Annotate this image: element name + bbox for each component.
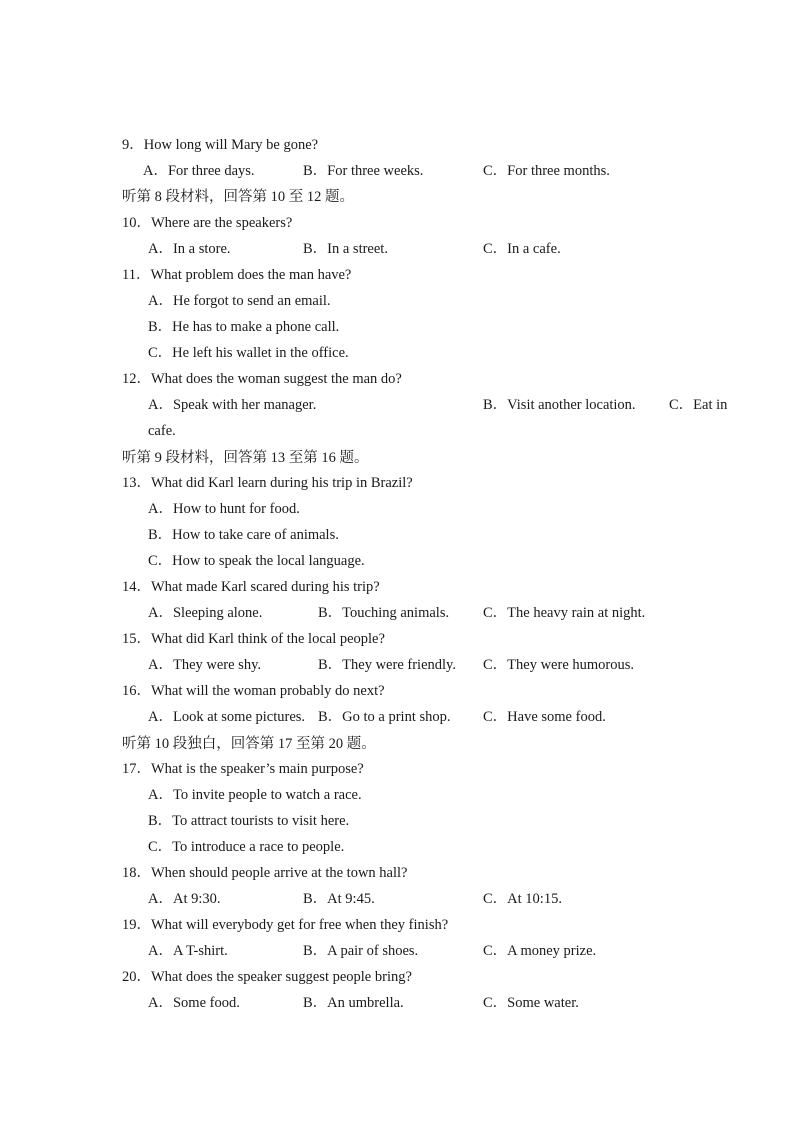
question-14-option-a: A．Sleeping alone. bbox=[148, 605, 263, 621]
question-19-option-b: B．A pair of shoes. bbox=[303, 943, 419, 959]
question-15-option-b: B．They were friendly. bbox=[318, 657, 456, 673]
question-13-option-c: C．How to speak the local language. bbox=[148, 553, 365, 569]
question-18-option-c: C．At 10:15. bbox=[483, 891, 562, 907]
question-17-stem: 17．What is the speaker’s main purpose? bbox=[122, 761, 364, 777]
question-18-option-b: B．At 9:45. bbox=[303, 891, 375, 907]
question-13-option-a: A．How to hunt for food. bbox=[148, 501, 300, 517]
question-10-option-a: A．In a store. bbox=[148, 241, 231, 257]
question-17-option-a: A．To invite people to watch a race. bbox=[148, 787, 362, 803]
question-16-option-b: B．Go to a print shop. bbox=[318, 709, 451, 725]
question-9-option-c: C．For three months. bbox=[483, 163, 610, 179]
question-16-stem: 16．What will the woman probably do next? bbox=[122, 683, 385, 699]
question-9-stem: 9．How long will Mary be gone? bbox=[122, 137, 319, 153]
question-20-option-b: B．An umbrella. bbox=[303, 995, 404, 1011]
question-11-stem: 11．What problem does the man have? bbox=[122, 267, 352, 283]
question-15-option-a: A．They were shy. bbox=[148, 657, 262, 673]
question-19-option-c: C．A money prize. bbox=[483, 943, 597, 959]
question-12-option-c: C．Eat in bbox=[669, 397, 728, 413]
question-13-option-b: B．How to take care of animals. bbox=[148, 527, 339, 543]
question-12-option-c-continued: cafe. bbox=[148, 423, 176, 439]
question-12-option-b: B．Visit another location. bbox=[483, 397, 636, 413]
question-15-option-c: C．They were humorous. bbox=[483, 657, 635, 673]
question-14-stem: 14．What made Karl scared during his trip? bbox=[122, 579, 380, 595]
question-20-stem: 20．What does the speaker suggest people bring? bbox=[122, 969, 412, 985]
question-15-stem: 15．What did Karl think of the local people? bbox=[122, 631, 385, 647]
question-18-option-a: A．At 9:30. bbox=[148, 891, 221, 907]
section-8-instruction: 听第 8 段材料，回答第 10 至 12 题。 bbox=[122, 189, 354, 205]
question-18-stem: 18．When should people arrive at the town hall? bbox=[122, 865, 408, 881]
question-9-option-a: A．For three days. bbox=[143, 163, 255, 179]
question-11-option-c: C．He left his wallet in the office. bbox=[148, 345, 349, 361]
question-11-option-a: A．He forgot to send an email. bbox=[148, 293, 331, 309]
question-10-option-c: C．In a cafe. bbox=[483, 241, 561, 257]
question-12-stem: 12．What does the woman suggest the man do? bbox=[122, 371, 402, 387]
section-10-instruction: 听第 10 段独白，回答第 17 至第 20 题。 bbox=[122, 736, 376, 752]
question-11-option-b: B．He has to make a phone call. bbox=[148, 319, 340, 335]
question-14-option-c: C．The heavy rain at night. bbox=[483, 605, 646, 621]
question-10-option-b: B．In a street. bbox=[303, 241, 388, 257]
question-9-option-b: B．For three weeks. bbox=[303, 163, 424, 179]
question-20-option-c: C．Some water. bbox=[483, 995, 579, 1011]
question-16-option-a: A．Look at some pictures. bbox=[148, 709, 306, 725]
question-17-option-b: B．To attract tourists to visit here. bbox=[148, 813, 350, 829]
section-9-instruction: 听第 9 段材料，回答第 13 至第 16 题。 bbox=[122, 450, 369, 466]
question-19-option-a: A．A T-shirt. bbox=[148, 943, 228, 959]
question-19-stem: 19．What will everybody get for free when they finish? bbox=[122, 917, 449, 933]
question-13-stem: 13．What did Karl learn during his trip in Brazil? bbox=[122, 475, 413, 491]
question-14-option-b: B．Touching animals. bbox=[318, 605, 450, 621]
question-16-option-c: C．Have some food. bbox=[483, 709, 606, 725]
question-12-option-a: A．Speak with her manager. bbox=[148, 397, 317, 413]
question-10-stem: 10．Where are the speakers? bbox=[122, 215, 293, 231]
question-17-option-c: C．To introduce a race to people. bbox=[148, 839, 345, 855]
question-20-option-a: A．Some food. bbox=[148, 995, 240, 1011]
